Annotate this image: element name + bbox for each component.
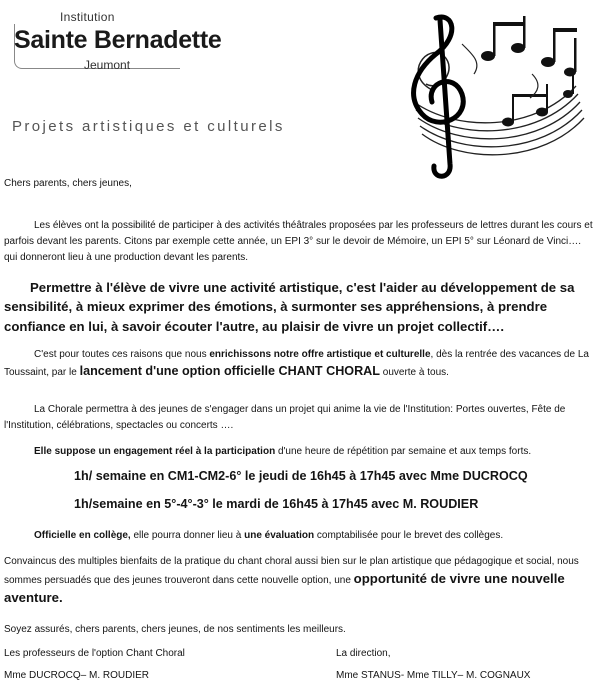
greeting: Chers parents, chers jeunes,: [4, 178, 132, 189]
paragraph-conclusion: Convaincus des multiples bienfaits de la pratique du chant choral aussi bien sur le plan artistique que pédagogique et social, nous sommes persuadés que des jeunes trouveront dans cette nouvelle option, une opportunité de vivre une nouvelle aventure.: [4, 556, 579, 605]
signature-left-names: Mme DUCROCQ– M. ROUDIER: [4, 670, 150, 681]
paragraph-artistic-benefits: Permettre à l'élève de vivre une activité artistique, c'est l'aider au développement de sa sensibilité, à mieux exprimer des émotions, à surmonter ses appréhensions, à prendre confiance en lui, à savoir écouter l'autre, au plaisir de vivre un projet collectif….: [4, 280, 575, 334]
schedule-line-1: 1h/ semaine en CM1-CM2-6° le jeudi de 16h45 à 17h45 avec Mme DUCROCQ: [74, 469, 528, 483]
paragraph-evaluation: Officielle en collège, elle pourra donner lieu à une évaluation comptabilisée pour le brevet des collèges.: [34, 530, 504, 541]
treble-clef-music-illustration: [392, 14, 592, 180]
schedule-line-2: 1h/semaine en 5°-4°-3° le mardi de 16h45 à 17h45 avec M. ROUDIER: [74, 497, 479, 511]
paragraph-chorale: La Chorale permettra à des jeunes de s'engager dans un projet qui anime la vie de l'Institution: Portes ouvertes, Fête de l'Institution, célébrations, spectacles ou concerts ….: [4, 404, 566, 431]
paragraph-theatre: Les élèves ont la possibilité de participer à des activités théâtrales proposées par les professeurs de lettres durant les cours et parfois devant les parents. Citons par exemple cette année, un EPI 3° sur le devoir de Mémoire, un EPI 5° sur Léonard de Vinci…. qui donneront lieu à une production devant les parents.: [4, 220, 593, 263]
logo-city: Jeumont: [84, 58, 131, 72]
closing-sentence: Soyez assurés, chers parents, chers jeunes, de nos sentiments les meilleurs.: [4, 624, 346, 635]
paragraph-choral-option: C'est pour toutes ces raisons que nous enrichissons notre offre artistique et culturelle, dès la rentrée des vacances de La Toussaint, par le lancement d'une option officielle CHANT CHORAL ouverte à tous.: [4, 349, 589, 378]
signature-left-title: Les professeurs de l'option Chant Choral: [4, 648, 185, 659]
signature-right-title: La direction,: [336, 648, 391, 659]
signature-right-names: Mme STANUS- Mme TILLY– M. COGNAUX: [336, 670, 531, 681]
logo-school-name: Sainte Bernadette: [14, 26, 222, 54]
logo-institution: Institution: [60, 10, 115, 24]
section-title: Projets artistiques et culturels: [12, 118, 285, 135]
paragraph-commitment: Elle suppose un engagement réel à la participation d'une heure de répétition par semaine et aux temps forts.: [34, 446, 532, 457]
